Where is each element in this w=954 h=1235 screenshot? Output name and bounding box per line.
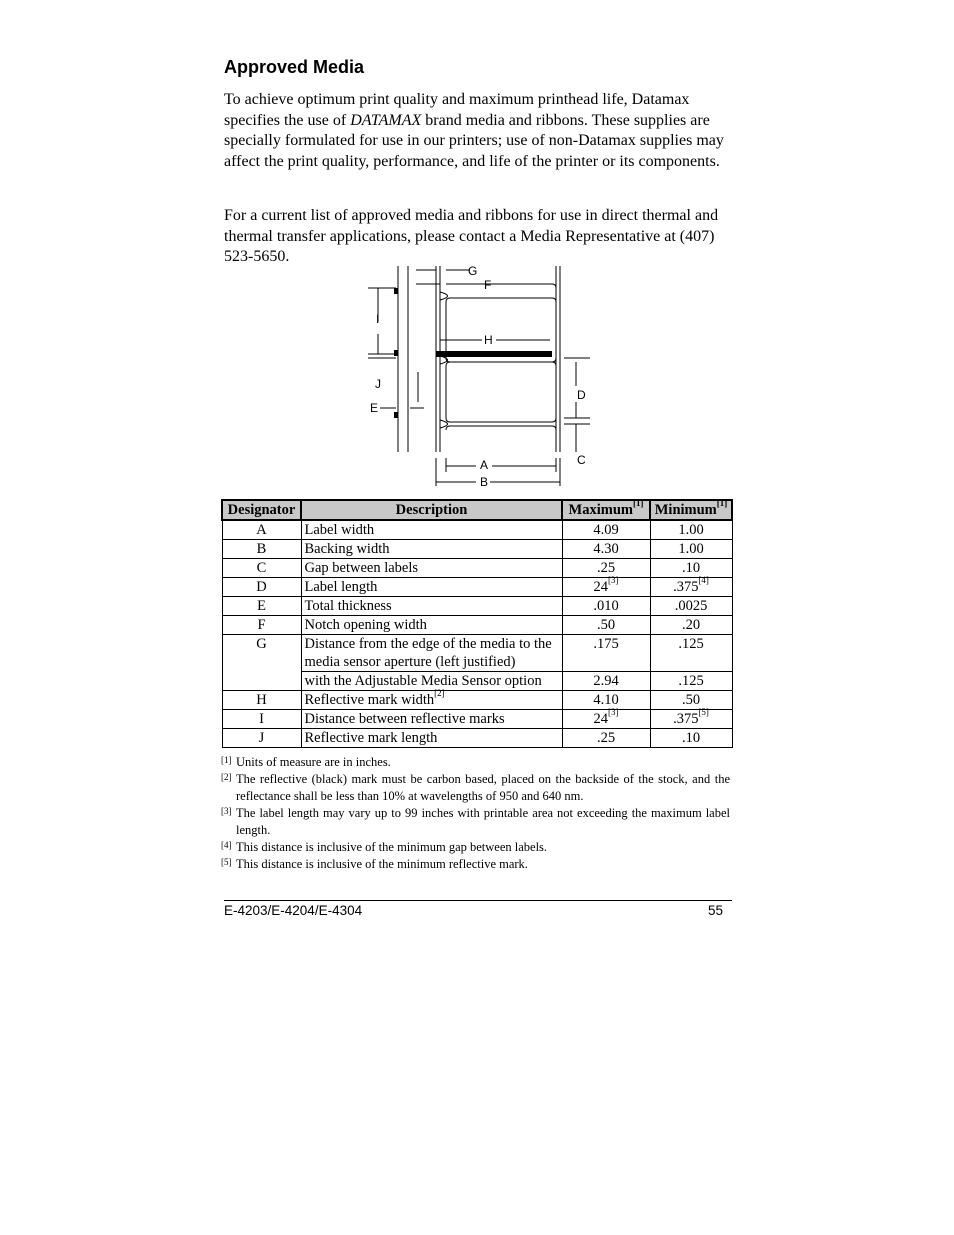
designator-cell: F xyxy=(222,616,301,635)
description-cell: Label width xyxy=(301,520,562,540)
table-row xyxy=(222,540,732,559)
header-maximum: Maximum[1] xyxy=(562,500,650,520)
minimum-cell: 1.00 xyxy=(650,520,732,540)
label-g: G xyxy=(468,264,478,278)
table-row xyxy=(222,559,732,578)
maximum-cell: .010 xyxy=(562,597,650,616)
maximum-cell: .25 xyxy=(562,729,650,748)
footnote-marker: [4] xyxy=(221,840,232,850)
footnote-text: This distance is inclusive of the minimum gap between labels. xyxy=(236,840,548,854)
footnote-text: The reflective (black) mark must be carbon based, placed on the backside of the stock, and the reflectance shall be less than 10% at wavelengths of 950 and 640 nm. xyxy=(236,772,730,803)
maximum-cell: 24[3] xyxy=(562,578,650,597)
label-b: B xyxy=(480,475,489,489)
designator-cell: E xyxy=(222,597,301,616)
minimum-cell: .125 xyxy=(650,672,732,691)
header-description: Description xyxy=(301,500,562,520)
maximum-cell: 4.09 xyxy=(562,520,650,540)
header-designator: Designator xyxy=(222,500,301,520)
designator-cell: H xyxy=(222,691,301,710)
description-cell: Gap between labels xyxy=(301,559,562,578)
maximum-cell: .50 xyxy=(562,616,650,635)
minimum-cell: .10 xyxy=(650,559,732,578)
footer-model: E-4203/E-4204/E-4304 xyxy=(224,903,363,918)
minimum-cell: 1.00 xyxy=(650,540,732,559)
table-row xyxy=(222,729,732,748)
brand-name: DATAMAX xyxy=(350,111,422,129)
label-i: I xyxy=(376,312,380,326)
maximum-cell: .175 xyxy=(562,635,650,672)
table-row xyxy=(222,691,732,710)
table-row xyxy=(222,710,732,729)
footnote xyxy=(221,754,730,771)
maximum-cell: 24[3] xyxy=(562,710,650,729)
table-row xyxy=(222,520,732,540)
minimum-cell: .0025 xyxy=(650,597,732,616)
label-j: J xyxy=(375,377,381,391)
media-spec-table xyxy=(221,499,733,748)
footnote-text: Units of measure are in inches. xyxy=(236,755,391,769)
description-cell: Notch opening width xyxy=(301,616,562,635)
maximum-cell: 4.10 xyxy=(562,691,650,710)
label-d: D xyxy=(577,388,586,402)
footnote-marker: [3] xyxy=(221,806,232,816)
minimum-cell: .20 xyxy=(650,616,732,635)
intro-text-start: To achieve optimum print quality and maximum printhead life, Datamax specifies the use of xyxy=(224,91,690,129)
footnote xyxy=(221,856,730,873)
table-row xyxy=(222,635,732,672)
footnote-marker: [1] xyxy=(221,755,232,765)
minimum-cell: .375[4] xyxy=(650,578,732,597)
designator-cell: A xyxy=(222,520,301,540)
description-cell: Distance between reflective marks xyxy=(301,710,562,729)
table-header-row xyxy=(222,500,732,520)
designator-cell: G xyxy=(222,635,301,691)
footnote-marker: [2] xyxy=(221,772,232,782)
label-e: E xyxy=(370,401,379,415)
intro-paragraph xyxy=(224,90,736,172)
designator-cell: B xyxy=(222,540,301,559)
description-cell: Backing width xyxy=(301,540,562,559)
footnote-text: The label length may vary up to 99 inches with printable area not exceeding the maximum label length. xyxy=(236,806,730,837)
maximum-cell: 4.30 xyxy=(562,540,650,559)
footnote-marker: [5] xyxy=(221,857,232,867)
table-row xyxy=(222,597,732,616)
footnote-text: This distance is inclusive of the minimum reflective mark. xyxy=(236,857,528,871)
label-f: F xyxy=(484,278,492,292)
label-a: A xyxy=(480,458,489,472)
table-row xyxy=(222,578,732,597)
table-row xyxy=(222,616,732,635)
minimum-cell: .50 xyxy=(650,691,732,710)
designator-cell: I xyxy=(222,710,301,729)
maximum-cell: .25 xyxy=(562,559,650,578)
description-cell: with the Adjustable Media Sensor option xyxy=(301,672,562,691)
footnote xyxy=(221,805,730,839)
section-heading: Approved Media xyxy=(224,57,365,77)
footnote xyxy=(221,771,730,805)
label-c: C xyxy=(577,453,586,467)
minimum-cell: .375[5] xyxy=(650,710,732,729)
description-cell: Distance from the edge of the media to the media sensor aperture (left justified) xyxy=(301,635,562,672)
designator-cell: D xyxy=(222,578,301,597)
page-number: 55 xyxy=(708,903,724,918)
footnotes xyxy=(221,754,730,873)
description-cell: Reflective mark length xyxy=(301,729,562,748)
description-cell: Reflective mark width[2] xyxy=(301,691,562,710)
description-cell: Label length xyxy=(301,578,562,597)
header-minimum: Minimum[1] xyxy=(650,500,732,520)
designator-cell: C xyxy=(222,559,301,578)
maximum-cell: 2.94 xyxy=(562,672,650,691)
media-diagram xyxy=(360,262,600,492)
minimum-cell: .125 xyxy=(650,635,732,672)
footer-divider xyxy=(224,900,732,901)
designator-cell: J xyxy=(222,729,301,748)
intro-text-end: brand media and ribbons. These supplies are specially formulated for use in our printers; use of non-Datamax supplies may affect the print quality, performance, and life of the printer or its components. xyxy=(224,111,724,170)
footnote xyxy=(221,839,730,856)
contact-paragraph: For a current list of approved media and ribbons for use in direct thermal and thermal transfer applications, please contact a Media Representative at (407) 523-5650. xyxy=(224,207,719,265)
minimum-cell: .10 xyxy=(650,729,732,748)
label-h: H xyxy=(484,333,493,347)
description-cell: Total thickness xyxy=(301,597,562,616)
